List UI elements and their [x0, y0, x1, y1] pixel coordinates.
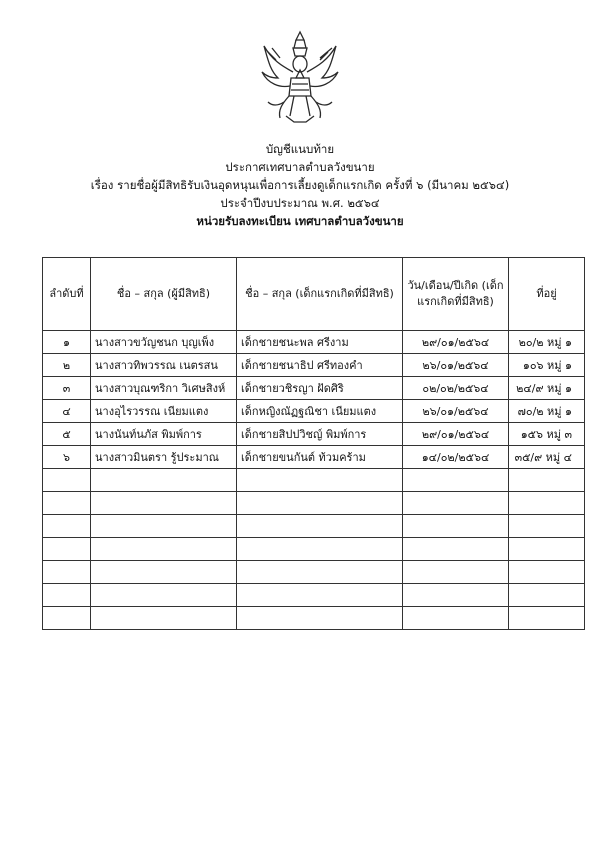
cell-birthdate: ๒๖/๐๑/๒๕๖๔	[403, 354, 509, 377]
title-subject: เรื่อง รายชื่อผู้มีสิทธิรับเงินอุดหนุนเพื่อการเลี้ยงดูเด็กแรกเกิด ครั้งที่ ๖ (มีนาคม ๒๕๖๔)	[90, 178, 510, 192]
cell-address: ๓๕/๙ หมู่ ๔	[509, 446, 585, 469]
table-row	[43, 423, 585, 446]
empty-cell	[237, 469, 403, 492]
empty-table-row	[43, 584, 585, 607]
empty-cell	[237, 515, 403, 538]
empty-table-row	[43, 469, 585, 492]
cell-child: เด็กชายวชิรญา ฝัดศิริ	[237, 377, 403, 400]
empty-cell	[91, 561, 237, 584]
empty-cell	[91, 492, 237, 515]
cell-child: เด็กชายชนะพล ศรีงาม	[237, 331, 403, 354]
cell-child: เด็กชายชนาธิป ศรีทองคำ	[237, 354, 403, 377]
cell-beneficiary: นางสาวมินตรา รู้ประมาณ	[91, 446, 237, 469]
empty-cell	[509, 607, 585, 630]
table-row	[43, 377, 585, 400]
empty-cell	[509, 492, 585, 515]
cell-beneficiary: นางอุไรวรรณ เนียมแตง	[91, 400, 237, 423]
header-address: ที่อยู่	[509, 258, 585, 331]
empty-cell	[43, 561, 91, 584]
cell-beneficiary: นางสาวขวัญชนก บุญเพ็ง	[91, 331, 237, 354]
cell-birthdate: ๒๖/๐๑/๒๕๖๔	[403, 400, 509, 423]
empty-cell	[43, 469, 91, 492]
title-announcement: ประกาศเทศบาลตำบลวังขนาย	[225, 160, 375, 174]
garuda-emblem-icon	[258, 30, 342, 126]
empty-cell	[403, 492, 509, 515]
empty-cell	[91, 515, 237, 538]
empty-table-row	[43, 561, 585, 584]
title-registration-unit: หน่วยรับลงทะเบียน เทศบาลตำบลวังขนาย	[196, 214, 404, 228]
empty-cell	[43, 492, 91, 515]
empty-table-row	[43, 492, 585, 515]
cell-birthdate: ๒๙/๐๑/๒๕๖๔	[403, 423, 509, 446]
empty-cell	[237, 561, 403, 584]
table-row	[43, 400, 585, 423]
cell-birthdate: ๑๔/๐๒/๒๕๖๔	[403, 446, 509, 469]
empty-cell	[509, 538, 585, 561]
cell-address: ๑๐๖ หมู่ ๑	[509, 354, 585, 377]
beneficiary-table	[42, 257, 585, 630]
cell-child: เด็กชายสิปปวิชญ์ พิมพ์การ	[237, 423, 403, 446]
empty-cell	[509, 515, 585, 538]
cell-no: ๕	[43, 423, 91, 446]
header-birthdate: วัน/เดือน/ปีเกิด (เด็กแรกเกิดที่มีสิทธิ)	[403, 258, 509, 331]
header-no: ลำดับที่	[43, 258, 91, 331]
empty-cell	[509, 561, 585, 584]
table-row	[43, 354, 585, 377]
cell-beneficiary: นางสาวบุณฑริกา วิเศษสิงห์	[91, 377, 237, 400]
empty-cell	[91, 584, 237, 607]
empty-cell	[43, 538, 91, 561]
empty-cell	[91, 538, 237, 561]
empty-cell	[237, 607, 403, 630]
cell-no: ๒	[43, 354, 91, 377]
empty-cell	[91, 607, 237, 630]
empty-cell	[403, 469, 509, 492]
cell-no: ๑	[43, 331, 91, 354]
cell-no: ๓	[43, 377, 91, 400]
empty-cell	[91, 469, 237, 492]
cell-address: ๒๔/๙ หมู่ ๑	[509, 377, 585, 400]
cell-address: ๒๐/๒ หมู่ ๑	[509, 331, 585, 354]
empty-cell	[403, 584, 509, 607]
cell-child: เด็กหญิงณัฏฐณิชา เนียมแตง	[237, 400, 403, 423]
empty-cell	[509, 584, 585, 607]
empty-table-row	[43, 515, 585, 538]
empty-cell	[403, 515, 509, 538]
empty-table-row	[43, 607, 585, 630]
empty-cell	[237, 492, 403, 515]
cell-beneficiary: นางนันท์นภัส พิมพ์การ	[91, 423, 237, 446]
table-row	[43, 331, 585, 354]
empty-cell	[509, 469, 585, 492]
empty-cell	[43, 584, 91, 607]
cell-birthdate: ๐๒/๐๒/๒๕๖๔	[403, 377, 509, 400]
table-row	[43, 446, 585, 469]
table-header-row	[43, 258, 585, 331]
title-appendix: บัญชีแนบท้าย	[265, 142, 335, 156]
cell-address: ๑๕๖ หมู่ ๓	[509, 423, 585, 446]
header-child: ชื่อ – สกุล (เด็กแรกเกิดที่มีสิทธิ)	[237, 258, 403, 331]
empty-cell	[237, 584, 403, 607]
empty-table-row	[43, 538, 585, 561]
empty-cell	[403, 607, 509, 630]
empty-cell	[43, 607, 91, 630]
empty-cell	[43, 515, 91, 538]
empty-cell	[237, 538, 403, 561]
empty-cell	[403, 561, 509, 584]
title-fiscal-year: ประจำปีงบประมาณ พ.ศ. ๒๕๖๔	[220, 196, 380, 210]
cell-beneficiary: นางสาวทิพวรรณ เนตรสน	[91, 354, 237, 377]
cell-birthdate: ๒๙/๐๑/๒๕๖๔	[403, 331, 509, 354]
cell-child: เด็กชายขนกันต์ ท้วมคร้าม	[237, 446, 403, 469]
empty-cell	[403, 538, 509, 561]
cell-address: ๗๐/๒ หมู่ ๑	[509, 400, 585, 423]
header-beneficiary: ชื่อ – สกุล (ผู้มีสิทธิ)	[91, 258, 237, 331]
cell-no: ๖	[43, 446, 91, 469]
cell-no: ๔	[43, 400, 91, 423]
